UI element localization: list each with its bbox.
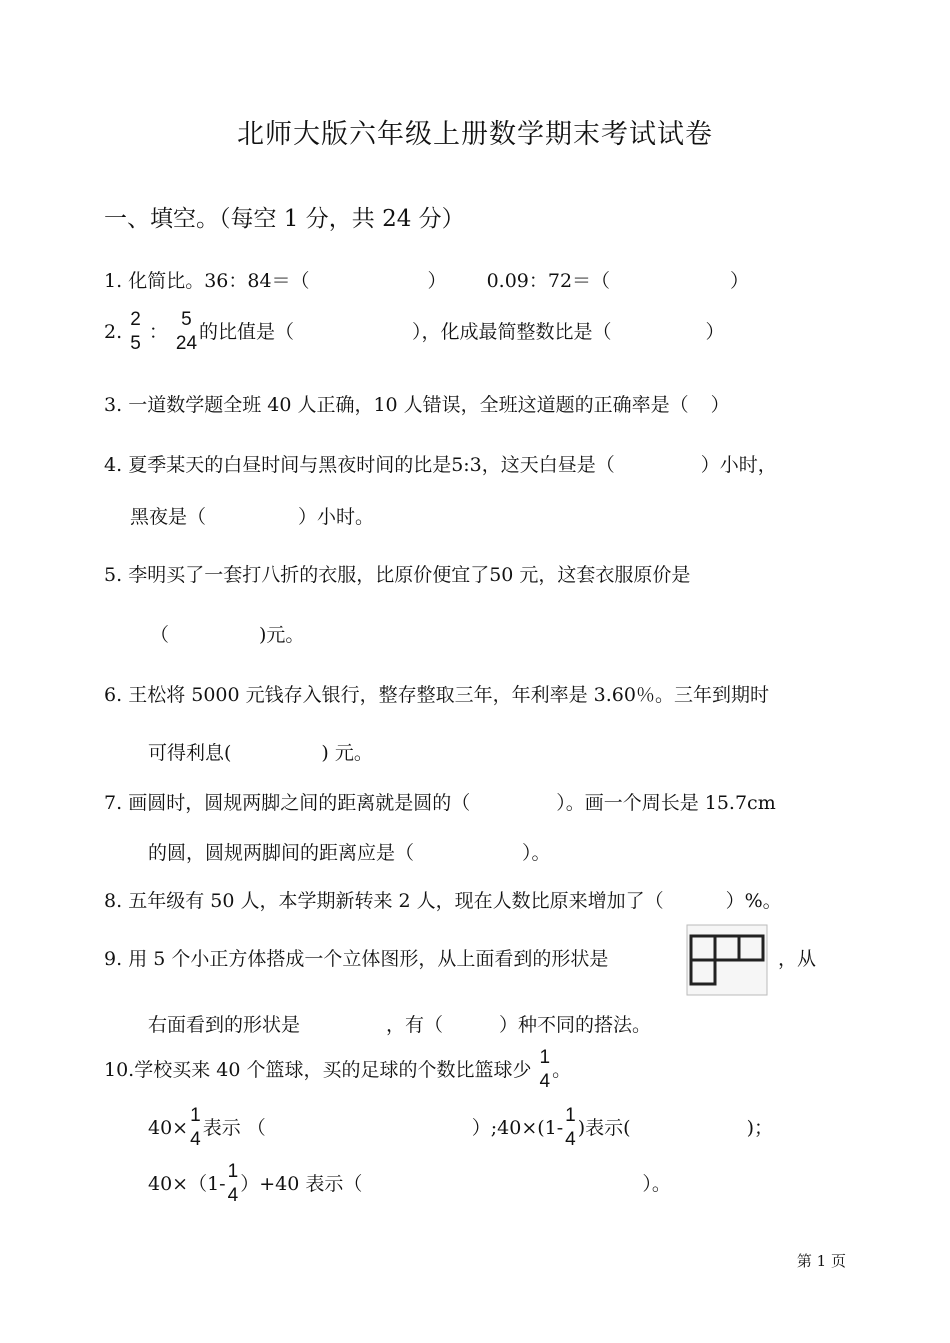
section-heading: 一、填空。（每空 1 分，共 24 分）: [104, 206, 465, 232]
question-9-tail: ，从: [778, 948, 817, 970]
question-7: 7. 画圆时，圆规两脚之间的距离就是圆的（ ）。画一个周长是 15.7cm: [104, 792, 776, 814]
question-3: 3. 一道数学题全班 40 人正确，10 人错误，全班这道题的正确率是（ ）: [104, 394, 730, 416]
page-title: 北师大版六年级上册数学期末考试试卷: [237, 119, 713, 150]
question-6: 6. 王松将 5000 元钱存入银行，整存整取三年，年利率是 3.60％。三年到期时: [104, 684, 769, 706]
top-view-shape-icon: [686, 924, 768, 996]
fraction-1-4: 1 4: [539, 1047, 551, 1092]
page-number: 第 1 页: [796, 1252, 846, 1270]
question-1: 1. 化简比。36：84＝（ ） 0.09：72＝（ ）: [104, 270, 750, 292]
fraction-1-4: 1 4: [227, 1161, 239, 1206]
question-5-line-2: （ )元。: [150, 624, 305, 646]
question-4-line-2: 黑夜是（ ）小时。: [130, 506, 375, 528]
fraction-1-4: 1 4: [565, 1105, 576, 1150]
question-10-line-3: 40×（1- 1 4 ）+40 表示（ ）。: [148, 1161, 671, 1206]
question-6-line-2: 可得利息( ) 元。: [148, 742, 373, 764]
question-9-line-2: 右面看到的形状是 ，有（ ）种不同的搭法。: [148, 1014, 652, 1036]
question-4: 4. 夏季某天的白昼时间与黑夜时间的比是5:3，这天白昼是（ ）小时，: [104, 454, 777, 476]
fraction-1-4: 1 4: [190, 1105, 201, 1150]
question-8: 8. 五年级有 50 人，本学期新转来 2 人，现在人数比原来增加了（ ）%。: [104, 890, 782, 912]
question-9: 9. 用 5 个小正方体搭成一个立体图形，从上面看到的形状是: [104, 948, 609, 970]
fraction-2-5: 2 5: [130, 309, 141, 354]
question-10-line-2: 40× 1 4 表示 （ ）;40×(1- 1 4 )表示( )；: [148, 1105, 773, 1150]
question-2: 2. 2 5 ： 5 24 的比值是（ ），化成最简整数比是（ ）: [104, 309, 725, 354]
question-10: 10.学校买来 40 个篮球，买的足球的个数比篮球少 1 4 。: [104, 1047, 572, 1092]
question-5: 5. 李明买了一套打八折的衣服，比原价便宜了50 元，这套衣服原价是: [104, 564, 691, 586]
fraction-5-24: 5 24: [175, 309, 198, 354]
question-7-line-2: 的圆，圆规两脚间的距离应是（ ）。: [148, 842, 551, 864]
